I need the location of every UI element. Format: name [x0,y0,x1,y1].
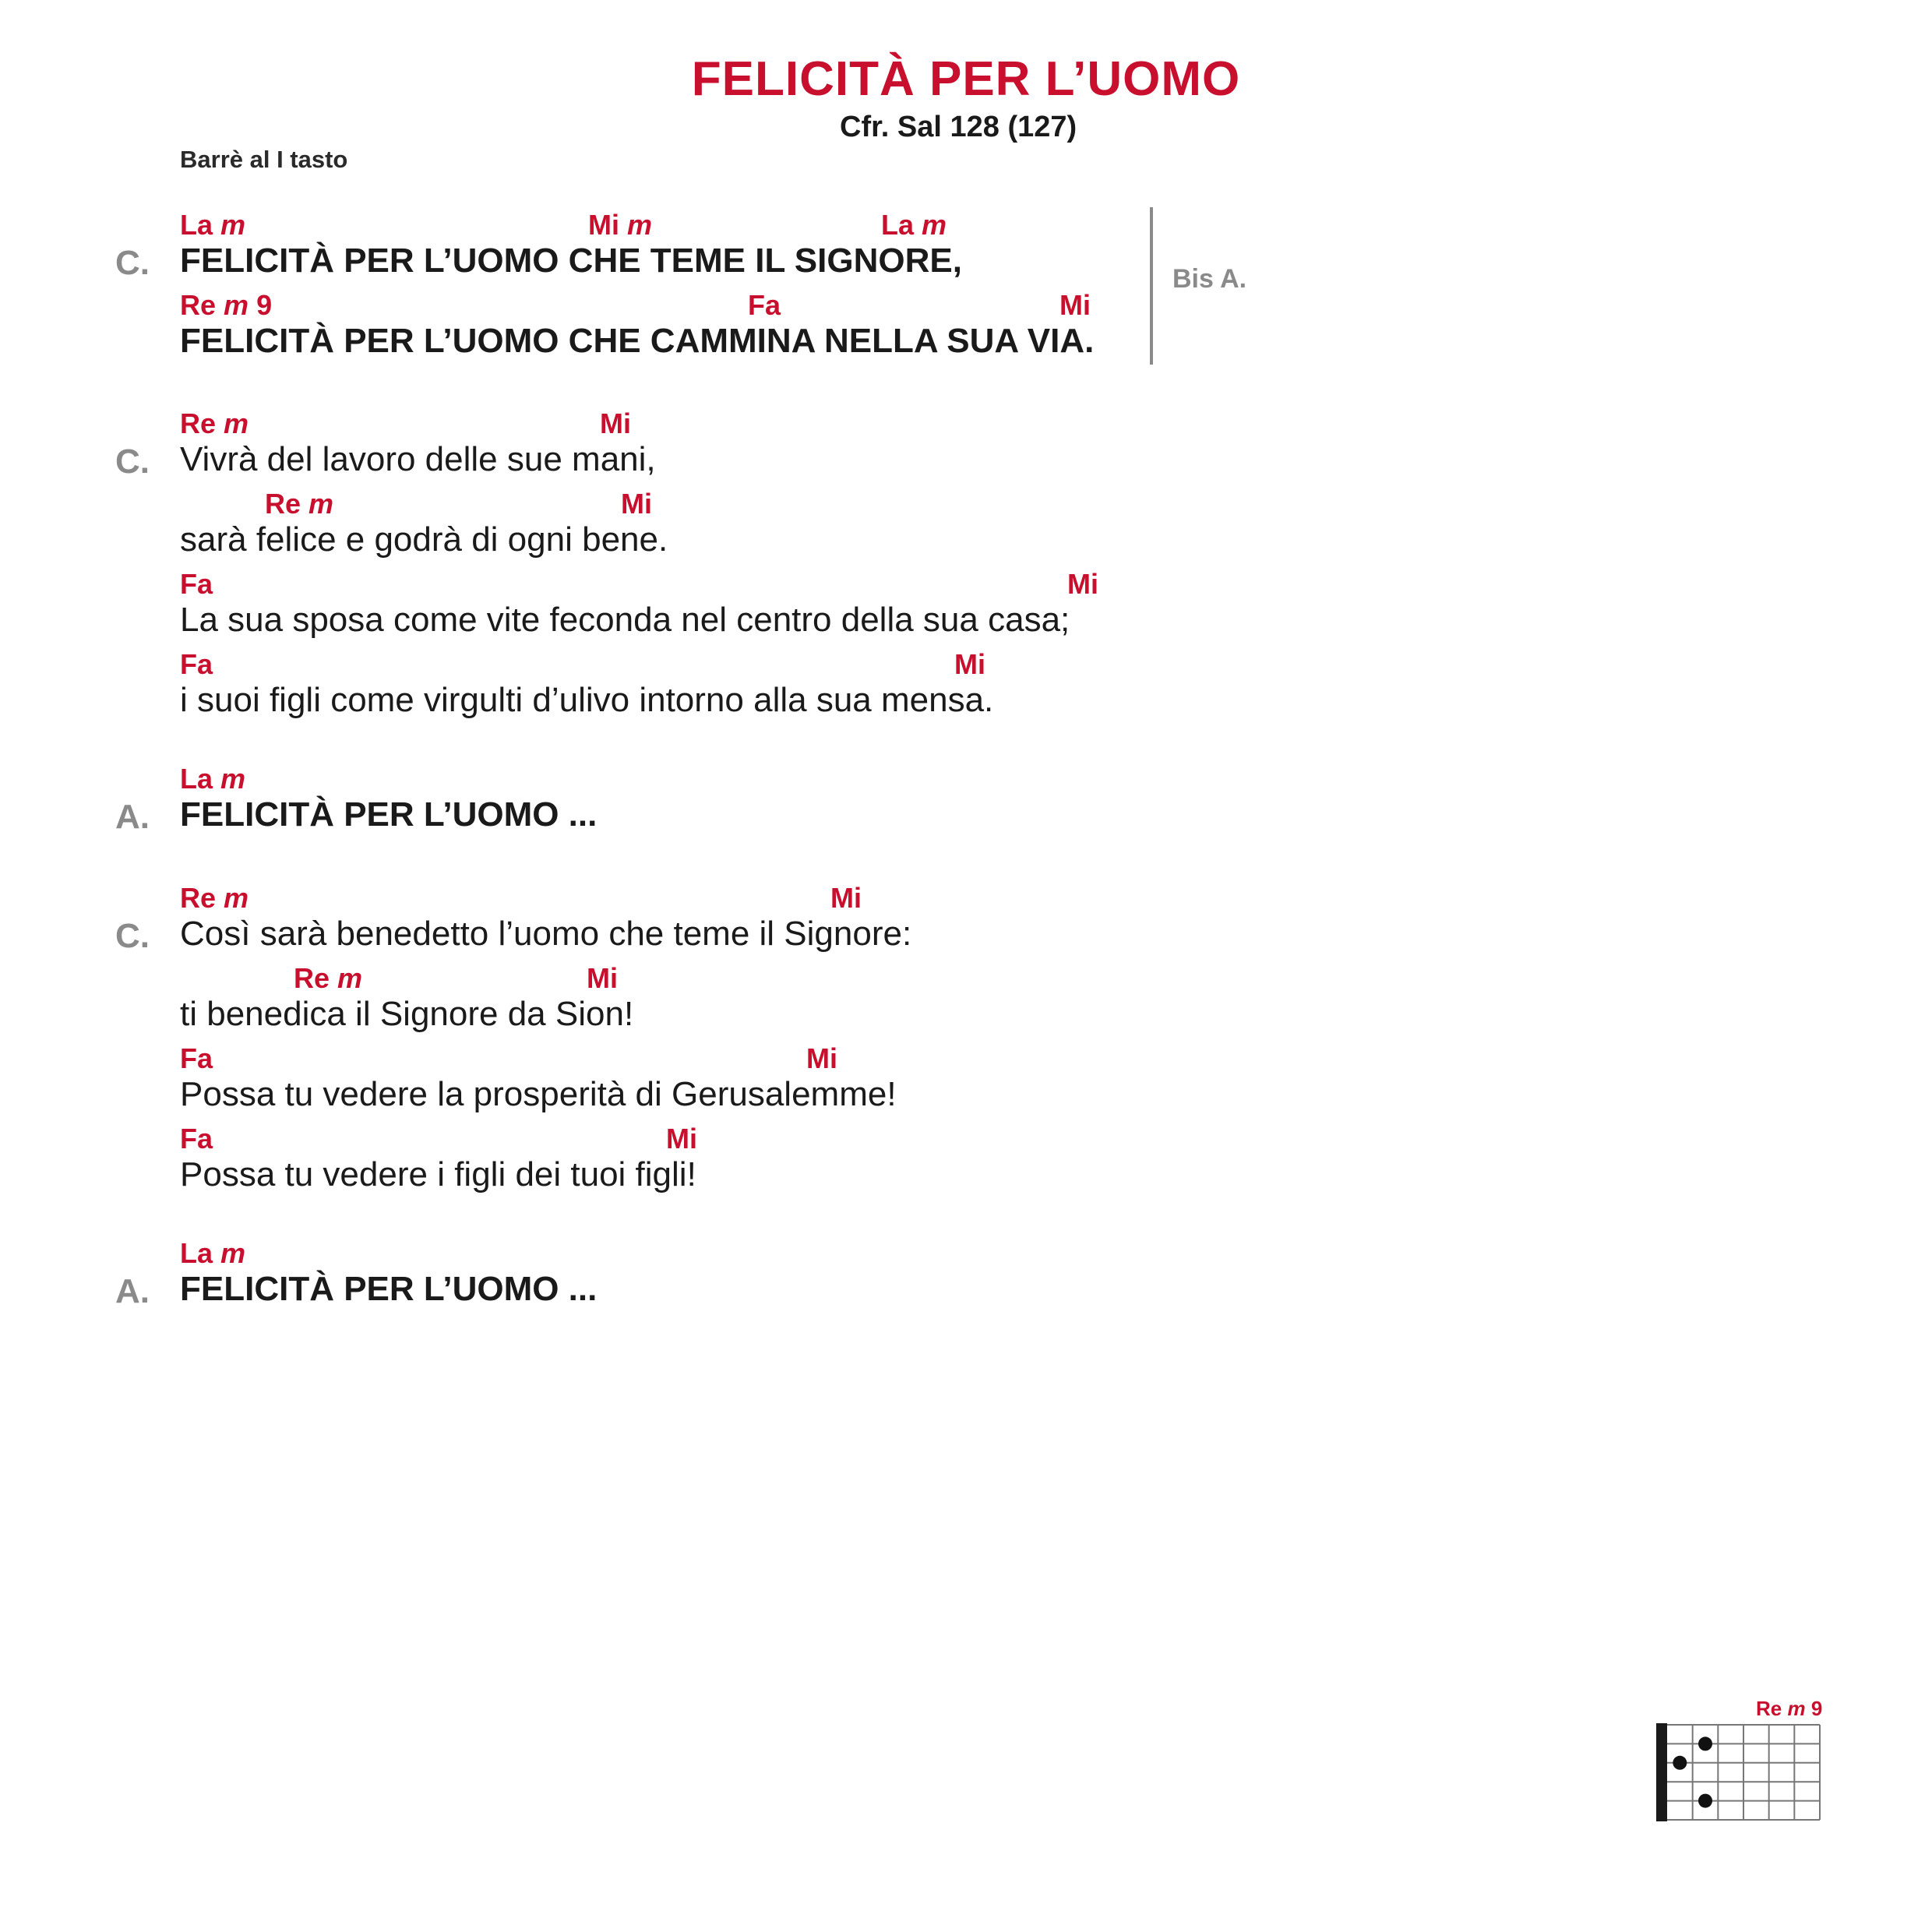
chord: Mi [954,648,985,680]
chord: Mi [1059,289,1091,321]
chord: La m [180,1237,246,1269]
verse2-line-3: Possa tu vedere la prosperità di Gerusalemme! [180,1075,897,1113]
verse2-line-4: Possa tu vedere i figli dei tuoi figli! [180,1155,696,1193]
chord: Re m 9 [180,289,273,321]
verse2-role: C. [115,917,150,955]
chord: Fa [180,568,213,600]
nut-bar [1656,1723,1667,1821]
response2-role: A. [115,1272,150,1310]
refrain-line-2: FELICITÀ PER L’UOMO CHE CAMMINA NELLA SUA VIA. [180,322,1095,360]
chord: Mi [830,882,862,914]
chord: Mi [587,962,618,994]
chord: Mi [806,1042,837,1074]
chord: Re m [180,882,249,914]
verse1-line-4: i suoi figli come virgulti d’ulivo intorno alla sua mensa. [180,681,994,719]
chord: La m [881,209,947,241]
diagram-chord-label: Re m 9 [1756,1697,1823,1720]
chord: Mi [1067,568,1098,600]
response2-text: FELICITÀ PER L’UOMO ... [180,1270,598,1308]
psalm-reference: Cfr. Sal 128 (127) [840,111,1077,143]
chord: Mi [621,488,652,520]
verse2-line-2: ti benedica il Signore da Sion! [180,995,634,1033]
chord-diagram [1656,1722,1828,1831]
refrain-line-1: FELICITÀ PER L’UOMO CHE TEME IL SIGNORE, [180,242,962,280]
chord: La m [180,209,246,241]
chord: Fa [180,1042,213,1074]
chord: Re m [294,962,363,994]
verse1-line-3: La sua sposa come vite feconda nel centro della sua casa; [180,601,1070,639]
repeat-bracket [1150,207,1153,365]
chord: Fa [180,648,213,680]
finger-dot [1698,1794,1712,1808]
chord: La m [180,763,246,795]
chord: Mi [666,1123,697,1155]
bis-label: Bis A. [1172,264,1247,294]
verse1-line-1: Vivrà del lavoro delle sue mani, [180,440,656,478]
response1-role: A. [115,798,150,836]
chord: Fa [748,289,781,321]
chord: Mi m [588,209,653,241]
verse1-role: C. [115,442,150,481]
chord: Mi [600,407,631,439]
chord: Fa [180,1123,213,1155]
finger-dot [1673,1756,1687,1770]
chord: Re m [265,488,334,520]
verse1-line-2: sarà felice e godrà di ogni bene. [180,520,668,559]
verse2-line-1: Così sarà benedetto l’uomo che teme il Signore: [180,915,912,953]
finger-dot [1698,1736,1712,1750]
response1-text: FELICITÀ PER L’UOMO ... [180,795,598,834]
song-title: FELICITÀ PER L’UOMO [691,52,1241,106]
refrain-role: C. [115,244,150,282]
chord: Re m [180,407,249,439]
fretboard-grid [1656,1723,1820,1821]
barre-note: Barrè al I tasto [180,146,348,173]
